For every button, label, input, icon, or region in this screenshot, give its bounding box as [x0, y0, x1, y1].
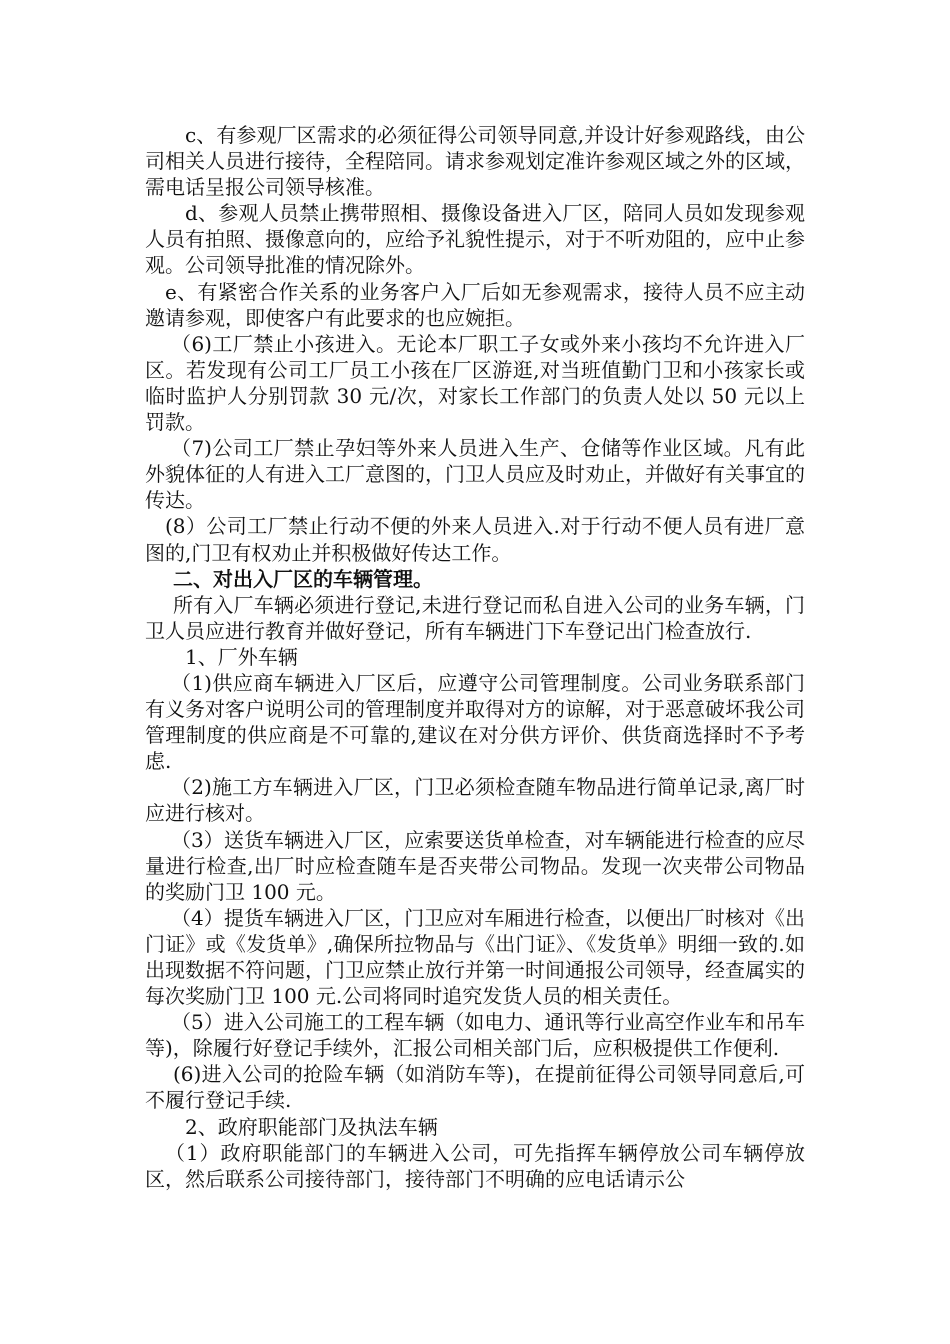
subheading-government-vehicles: 2、政府职能部门及执法车辆 — [185, 1114, 438, 1139]
document-page — [145, 122, 805, 1192]
para-vehicle-registration: 所有入厂车辆必须进行登记,未进行登记而私自进入公司的业务车辆，门卫人员应进行教育并做好登记，所有车辆进门下车登记出门检查放行. — [145, 592, 805, 643]
para-gov-1: （1）政府职能部门的车辆进入公司，可先指挥车辆停放公司车辆停放区，然后联系公司接待部门，接待部门不明确的应电话请示公 — [145, 1140, 805, 1191]
para-rule-7-pregnant: （7)公司工厂禁止孕妇等外来人员进入生产、仓储等作业区域。凡有此外貌体征的人有进入工厂意图的，门卫人员应及时劝止，并做好有关事宜的传达。 — [145, 436, 805, 513]
para-vehicle-5-engineering: （5）进入公司施工的工程车辆（如电力、通讯等行业高空作业车和吊车等)，除履行好登记手续外，汇报公司相关部门后，应积极提供工作便利. — [145, 1010, 805, 1061]
para-vehicle-2-construction: （2)施工方车辆进入厂区，门卫必须检查随车物品进行简单记录,离厂时应进行核对。 — [145, 775, 805, 826]
para-vehicle-3-delivery: （3）送货车辆进入厂区，应索要送货单检查，对车辆能进行检查的应尽量进行检查,出厂时应检查随车是否夹带公司物品。发现一次夹带公司物品的奖励门卫 100 元。 — [145, 827, 805, 904]
para-visit-e: e、有紧密合作关系的业务客户入厂后如无参观需求，接待人员不应主动邀请参观，即使客户有此要求的也应婉拒。 — [145, 279, 805, 330]
para-visit-d: d、参观人员禁止携带照相、摄像设备进入厂区，陪同人员如发现参观人员有拍照、摄像意向的，应给予礼貌性提示，对于不听劝阻的，应中止参观。公司领导批准的情况除外。 — [145, 201, 805, 278]
para-vehicle-6-emergency: (6)进入公司的抢险车辆（如消防车等)，在提前征得公司领导同意后,可不履行登记手续. — [145, 1062, 805, 1113]
section-heading-vehicles: 二、对出入厂区的车辆管理。 — [173, 566, 433, 591]
para-vehicle-1-supplier: （1)供应商车辆进入厂区后，应遵守公司管理制度。公司业务联系部门有义务对客户说明公司的管理制度并取得对方的谅解，对于恶意破坏我公司管理制度的供应商是不可靠的,建议在对分供方评价、供货商选择时不予考虑. — [145, 670, 805, 774]
subheading-external-vehicles: 1、厂外车辆 — [185, 644, 298, 669]
para-rule-6-children: （6)工厂禁止小孩进入。无论本厂职工子女或外来小孩均不允许进入厂区。若发现有公司工厂员工小孩在厂区游逛,对当班值勤门卫和小孩家长或临时监护人分别罚款 30 元/次，对家长工作部门的负责人处以 50 元以上罚款。 — [145, 331, 805, 435]
para-vehicle-4-pickup: （4）提货车辆进入厂区，门卫应对车厢进行检查，以便出厂时核对《出门证》或《发货单》,确保所拉物品与《出门证》、《发货单》明细一致的.如出现数据不符问题，门卫应禁止放行并第一时间通报公司领导，经查属实的每次奖励门卫 100 元.公司将同时追究发货人员的相关责任。 — [145, 905, 805, 1009]
para-visit-c: c、有参观厂区需求的必须征得公司领导同意,并设计好参观路线，由公司相关人员进行接待，全程陪同。请求参观划定准许参观区域之外的区域，需电话呈报公司领导核准。 — [145, 123, 805, 200]
para-rule-8-mobility: (8）公司工厂禁止行动不便的外来人员进入.对于行动不便人员有进厂意图的,门卫有权劝止并积极做好传达工作。 — [145, 514, 805, 565]
